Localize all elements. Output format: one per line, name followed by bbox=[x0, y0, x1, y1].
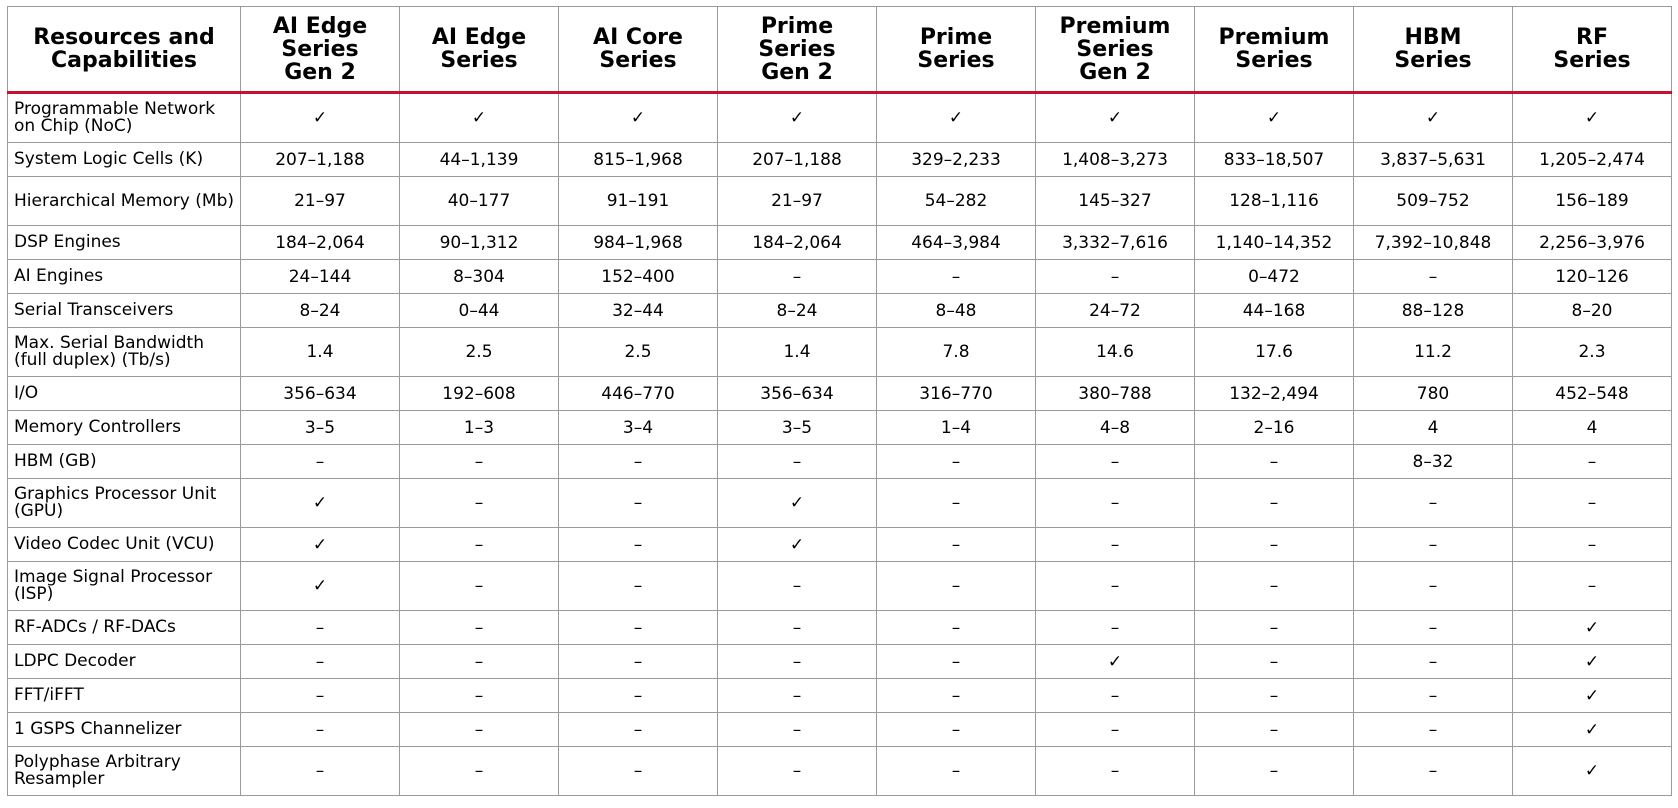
check-cell: ✓ bbox=[400, 93, 559, 143]
comparison-table-container bbox=[7, 6, 1672, 796]
value-cell: 356–634 bbox=[718, 377, 877, 411]
value-cell: 90–1,312 bbox=[400, 226, 559, 260]
table-row bbox=[8, 328, 1672, 377]
value-cell: 2,256–3,976 bbox=[1513, 226, 1672, 260]
header-line: Gen 2 bbox=[1079, 59, 1151, 85]
table-row bbox=[8, 260, 1672, 294]
value-cell: – bbox=[1195, 479, 1354, 528]
series-comparison-table bbox=[7, 6, 1672, 796]
value-cell: 91–191 bbox=[559, 177, 718, 226]
value-cell: – bbox=[400, 445, 559, 479]
value-cell: 8–304 bbox=[400, 260, 559, 294]
table-row bbox=[8, 93, 1672, 143]
value-cell: – bbox=[1195, 645, 1354, 679]
table-row bbox=[8, 479, 1672, 528]
value-cell: 833–18,507 bbox=[1195, 143, 1354, 177]
check-cell: ✓ bbox=[718, 528, 877, 562]
value-cell: 132–2,494 bbox=[1195, 377, 1354, 411]
value-cell: 1.4 bbox=[241, 328, 400, 377]
row-label: FFT/iFFT bbox=[8, 679, 241, 713]
value-cell: – bbox=[1354, 747, 1513, 796]
check-cell: ✓ bbox=[241, 528, 400, 562]
check-cell: ✓ bbox=[241, 562, 400, 611]
value-cell: – bbox=[718, 260, 877, 294]
value-cell: 128–1,116 bbox=[1195, 177, 1354, 226]
value-cell: – bbox=[1354, 713, 1513, 747]
value-cell: 3,837–5,631 bbox=[1354, 143, 1513, 177]
value-cell: 207–1,188 bbox=[718, 143, 877, 177]
value-cell: 88–128 bbox=[1354, 294, 1513, 328]
value-cell: – bbox=[241, 747, 400, 796]
row-label: Programmable Network on Chip (NoC) bbox=[8, 93, 241, 143]
row-label: HBM (GB) bbox=[8, 445, 241, 479]
value-cell: – bbox=[877, 479, 1036, 528]
value-cell: 3–5 bbox=[718, 411, 877, 445]
value-cell: – bbox=[400, 528, 559, 562]
value-cell: – bbox=[1195, 679, 1354, 713]
check-cell: ✓ bbox=[877, 93, 1036, 143]
value-cell: 329–2,233 bbox=[877, 143, 1036, 177]
value-cell: – bbox=[718, 713, 877, 747]
value-cell: – bbox=[877, 445, 1036, 479]
row-label: LDPC Decoder bbox=[8, 645, 241, 679]
value-cell: – bbox=[1036, 679, 1195, 713]
check-cell: ✓ bbox=[1354, 93, 1513, 143]
value-cell: – bbox=[1036, 747, 1195, 796]
value-cell: 984–1,968 bbox=[559, 226, 718, 260]
header-line: HBM bbox=[1404, 25, 1462, 50]
check-cell: ✓ bbox=[718, 479, 877, 528]
value-cell: 4 bbox=[1513, 411, 1672, 445]
row-label: Polyphase Arbitrary Resampler bbox=[8, 747, 241, 796]
value-cell: 8–24 bbox=[718, 294, 877, 328]
value-cell: 11.2 bbox=[1354, 328, 1513, 377]
value-cell: – bbox=[1036, 479, 1195, 528]
table-row bbox=[8, 528, 1672, 562]
header-resources bbox=[8, 7, 241, 93]
value-cell: 184–2,064 bbox=[241, 226, 400, 260]
value-cell: 3,332–7,616 bbox=[1036, 226, 1195, 260]
value-cell: – bbox=[241, 713, 400, 747]
row-label: Max. Serial Bandwidth (full duplex) (Tb/s) bbox=[8, 328, 241, 377]
row-label: Image Signal Processor (ISP) bbox=[8, 562, 241, 611]
value-cell: 7,392–10,848 bbox=[1354, 226, 1513, 260]
value-cell: 1.4 bbox=[718, 328, 877, 377]
value-cell: 44–1,139 bbox=[400, 143, 559, 177]
value-cell: – bbox=[877, 645, 1036, 679]
value-cell: 446–770 bbox=[559, 377, 718, 411]
header-line: Resources and bbox=[33, 25, 215, 50]
value-cell: 1,205–2,474 bbox=[1513, 143, 1672, 177]
check-cell: ✓ bbox=[559, 93, 718, 143]
check-cell: ✓ bbox=[1513, 93, 1672, 143]
value-cell: 40–177 bbox=[400, 177, 559, 226]
header-line: Gen 2 bbox=[761, 59, 833, 85]
value-cell: – bbox=[559, 679, 718, 713]
value-cell: 44–168 bbox=[1195, 294, 1354, 328]
value-cell: – bbox=[1513, 562, 1672, 611]
value-cell: 509–752 bbox=[1354, 177, 1513, 226]
value-cell: 21–97 bbox=[718, 177, 877, 226]
value-cell: – bbox=[1354, 562, 1513, 611]
check-cell: ✓ bbox=[1513, 679, 1672, 713]
value-cell: – bbox=[718, 747, 877, 796]
value-cell: – bbox=[877, 260, 1036, 294]
value-cell: 207–1,188 bbox=[241, 143, 400, 177]
table-body bbox=[8, 93, 1672, 796]
value-cell: – bbox=[1354, 679, 1513, 713]
value-cell: 145–327 bbox=[1036, 177, 1195, 226]
value-cell: – bbox=[1195, 611, 1354, 645]
value-cell: – bbox=[241, 445, 400, 479]
value-cell: 464–3,984 bbox=[877, 226, 1036, 260]
value-cell: – bbox=[1513, 528, 1672, 562]
value-cell: 32–44 bbox=[559, 294, 718, 328]
value-cell: – bbox=[1195, 713, 1354, 747]
check-cell: ✓ bbox=[1513, 645, 1672, 679]
table-row bbox=[8, 294, 1672, 328]
header-line: Prime bbox=[919, 25, 993, 50]
value-cell: – bbox=[400, 645, 559, 679]
value-cell: – bbox=[877, 528, 1036, 562]
value-cell: – bbox=[400, 747, 559, 796]
row-label: I/O bbox=[8, 377, 241, 411]
row-label: DSP Engines bbox=[8, 226, 241, 260]
value-cell: – bbox=[1195, 528, 1354, 562]
row-label: Graphics Processor Unit (GPU) bbox=[8, 479, 241, 528]
header-line: Series bbox=[281, 36, 359, 62]
value-cell: 8–24 bbox=[241, 294, 400, 328]
value-cell: 17.6 bbox=[1195, 328, 1354, 377]
value-cell: – bbox=[559, 445, 718, 479]
row-label: Hierarchical Memory (Mb) bbox=[8, 177, 241, 226]
header-line: Capabilities bbox=[50, 48, 198, 73]
header-line: AI Edge bbox=[431, 25, 527, 50]
table-row bbox=[8, 679, 1672, 713]
value-cell: 316–770 bbox=[877, 377, 1036, 411]
check-cell: ✓ bbox=[241, 93, 400, 143]
value-cell: – bbox=[1036, 713, 1195, 747]
value-cell: 1,140–14,352 bbox=[1195, 226, 1354, 260]
value-cell: – bbox=[559, 611, 718, 645]
value-cell: 24–144 bbox=[241, 260, 400, 294]
header-row bbox=[8, 7, 1672, 93]
value-cell: – bbox=[1195, 747, 1354, 796]
value-cell: 2.5 bbox=[559, 328, 718, 377]
value-cell: 0–44 bbox=[400, 294, 559, 328]
value-cell: – bbox=[718, 679, 877, 713]
value-cell: 7.8 bbox=[877, 328, 1036, 377]
header-line: Series bbox=[1553, 48, 1631, 73]
value-cell: – bbox=[1513, 445, 1672, 479]
table-row bbox=[8, 645, 1672, 679]
value-cell: – bbox=[877, 562, 1036, 611]
value-cell: – bbox=[241, 611, 400, 645]
table-row bbox=[8, 611, 1672, 645]
value-cell: 8–32 bbox=[1354, 445, 1513, 479]
header-line: Series bbox=[1394, 48, 1472, 73]
value-cell: 780 bbox=[1354, 377, 1513, 411]
value-cell: – bbox=[559, 528, 718, 562]
header-line: Series bbox=[599, 48, 677, 73]
header-series-6 bbox=[1036, 7, 1195, 93]
table-header bbox=[8, 7, 1672, 93]
header-line: RF bbox=[1576, 25, 1608, 50]
value-cell: – bbox=[1036, 445, 1195, 479]
header-line: Series bbox=[1235, 48, 1313, 73]
value-cell: 3–5 bbox=[241, 411, 400, 445]
row-label: Serial Transceivers bbox=[8, 294, 241, 328]
value-cell: – bbox=[718, 645, 877, 679]
header-series-5 bbox=[877, 7, 1036, 93]
value-cell: 8–20 bbox=[1513, 294, 1672, 328]
header-line: Premium bbox=[1218, 25, 1330, 50]
header-line: Prime bbox=[760, 13, 834, 39]
value-cell: 14.6 bbox=[1036, 328, 1195, 377]
row-label: AI Engines bbox=[8, 260, 241, 294]
value-cell: 1–4 bbox=[877, 411, 1036, 445]
header-line: Series bbox=[440, 48, 518, 73]
check-cell: ✓ bbox=[1513, 713, 1672, 747]
check-cell: ✓ bbox=[241, 479, 400, 528]
value-cell: – bbox=[1195, 562, 1354, 611]
check-cell: ✓ bbox=[718, 93, 877, 143]
value-cell: 24–72 bbox=[1036, 294, 1195, 328]
header-series-2 bbox=[400, 7, 559, 93]
value-cell: – bbox=[559, 713, 718, 747]
header-line: Premium bbox=[1059, 13, 1171, 39]
value-cell: – bbox=[1513, 479, 1672, 528]
header-series-7 bbox=[1195, 7, 1354, 93]
table-row bbox=[8, 226, 1672, 260]
value-cell: – bbox=[718, 611, 877, 645]
value-cell: 120–126 bbox=[1513, 260, 1672, 294]
value-cell: – bbox=[718, 445, 877, 479]
value-cell: – bbox=[1036, 260, 1195, 294]
value-cell: – bbox=[1036, 611, 1195, 645]
check-cell: ✓ bbox=[1036, 93, 1195, 143]
value-cell: – bbox=[559, 562, 718, 611]
value-cell: – bbox=[1195, 445, 1354, 479]
value-cell: 0–472 bbox=[1195, 260, 1354, 294]
table-row bbox=[8, 143, 1672, 177]
row-label: Video Codec Unit (VCU) bbox=[8, 528, 241, 562]
value-cell: – bbox=[1036, 562, 1195, 611]
value-cell: 2.3 bbox=[1513, 328, 1672, 377]
row-label: RF-ADCs / RF-DACs bbox=[8, 611, 241, 645]
value-cell: – bbox=[1354, 260, 1513, 294]
value-cell: – bbox=[1354, 479, 1513, 528]
value-cell: – bbox=[718, 562, 877, 611]
table-row bbox=[8, 713, 1672, 747]
value-cell: – bbox=[877, 679, 1036, 713]
value-cell: 54–282 bbox=[877, 177, 1036, 226]
value-cell: 156–189 bbox=[1513, 177, 1672, 226]
value-cell: 1,408–3,273 bbox=[1036, 143, 1195, 177]
value-cell: – bbox=[241, 679, 400, 713]
row-label: Memory Controllers bbox=[8, 411, 241, 445]
header-series-4 bbox=[718, 7, 877, 93]
value-cell: 380–788 bbox=[1036, 377, 1195, 411]
value-cell: – bbox=[241, 645, 400, 679]
value-cell: 4–8 bbox=[1036, 411, 1195, 445]
header-series-8 bbox=[1354, 7, 1513, 93]
header-series-3 bbox=[559, 7, 718, 93]
check-cell: ✓ bbox=[1513, 747, 1672, 796]
value-cell: 356–634 bbox=[241, 377, 400, 411]
value-cell: 2–16 bbox=[1195, 411, 1354, 445]
value-cell: – bbox=[559, 479, 718, 528]
value-cell: – bbox=[1354, 611, 1513, 645]
value-cell: 8–48 bbox=[877, 294, 1036, 328]
value-cell: 184–2,064 bbox=[718, 226, 877, 260]
value-cell: 2.5 bbox=[400, 328, 559, 377]
value-cell: – bbox=[400, 562, 559, 611]
header-line: Series bbox=[1076, 36, 1154, 62]
value-cell: 452–548 bbox=[1513, 377, 1672, 411]
header-line: AI Edge bbox=[272, 13, 368, 39]
value-cell: – bbox=[400, 713, 559, 747]
value-cell: – bbox=[877, 713, 1036, 747]
row-label: System Logic Cells (K) bbox=[8, 143, 241, 177]
table-row bbox=[8, 377, 1672, 411]
header-line: Gen 2 bbox=[284, 59, 356, 85]
header-line: Series bbox=[917, 48, 995, 73]
header-series-1 bbox=[241, 7, 400, 93]
value-cell: – bbox=[559, 747, 718, 796]
value-cell: – bbox=[400, 611, 559, 645]
header-line: Series bbox=[758, 36, 836, 62]
value-cell: – bbox=[1036, 528, 1195, 562]
header-line: AI Core bbox=[593, 25, 683, 50]
row-label: 1 GSPS Channelizer bbox=[8, 713, 241, 747]
value-cell: – bbox=[877, 611, 1036, 645]
value-cell: 4 bbox=[1354, 411, 1513, 445]
value-cell: – bbox=[400, 679, 559, 713]
value-cell: 152–400 bbox=[559, 260, 718, 294]
table-row bbox=[8, 177, 1672, 226]
check-cell: ✓ bbox=[1195, 93, 1354, 143]
check-cell: ✓ bbox=[1513, 611, 1672, 645]
value-cell: 192–608 bbox=[400, 377, 559, 411]
value-cell: 1–3 bbox=[400, 411, 559, 445]
value-cell: – bbox=[559, 645, 718, 679]
value-cell: – bbox=[877, 747, 1036, 796]
value-cell: – bbox=[400, 479, 559, 528]
table-row bbox=[8, 411, 1672, 445]
header-series-9 bbox=[1513, 7, 1672, 93]
value-cell: – bbox=[1354, 528, 1513, 562]
table-row bbox=[8, 445, 1672, 479]
table-row bbox=[8, 562, 1672, 611]
value-cell: 815–1,968 bbox=[559, 143, 718, 177]
check-cell: ✓ bbox=[1036, 645, 1195, 679]
value-cell: 3–4 bbox=[559, 411, 718, 445]
value-cell: 21–97 bbox=[241, 177, 400, 226]
value-cell: – bbox=[1354, 645, 1513, 679]
table-row bbox=[8, 747, 1672, 796]
